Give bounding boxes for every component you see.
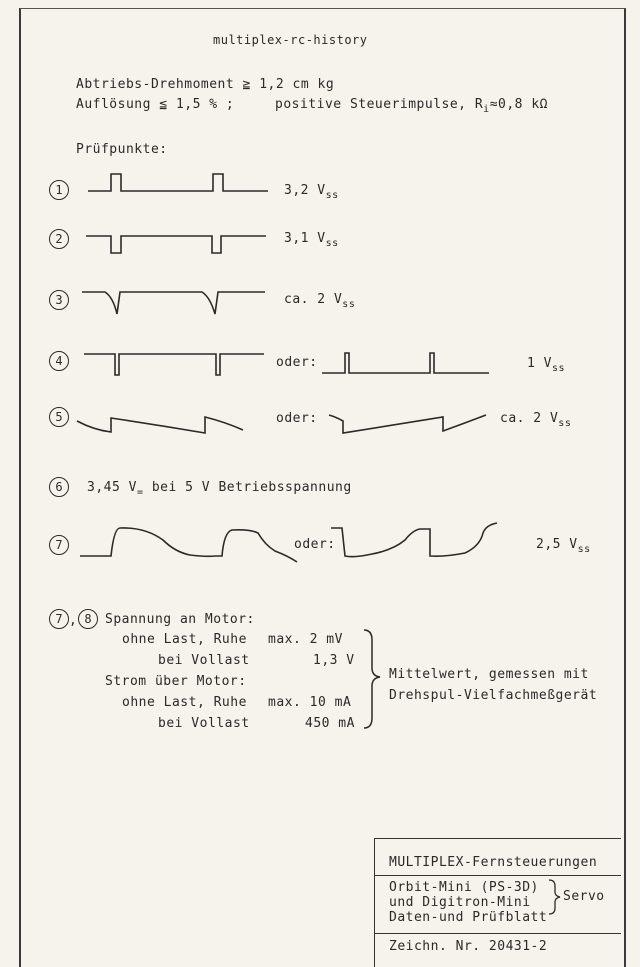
point-7-oder: oder: xyxy=(294,537,336,552)
point-6-value: 3,45 $V_=$ bei 5 V Betriebsspannung xyxy=(87,480,352,498)
motor-point-8: 8 xyxy=(78,609,98,629)
motor-row-4-value: 450 mA xyxy=(305,716,355,731)
point-7-number: 7 xyxy=(49,535,69,555)
point-2-number: 2 xyxy=(49,229,69,249)
point-3-value: ca. 2 $V_{ss}$ xyxy=(284,292,356,310)
point-4-number: 4 xyxy=(49,351,69,371)
resolution-label: Auflösung xyxy=(76,97,151,112)
motor-current-title: Strom über Motor: xyxy=(105,674,247,689)
torque-symbol: ≧ xyxy=(242,77,251,92)
title-line-3: Daten-und Prüfblatt xyxy=(389,910,548,925)
watermark-text: multiplex-rc-history xyxy=(213,33,368,47)
point-5-number: 5 xyxy=(49,407,69,427)
point-2-value: 3,1 $V_{ss}$ xyxy=(284,231,339,249)
motor-point-7: 7 xyxy=(49,609,69,629)
point-7-value: 2,5 $V_{ss}$ xyxy=(536,537,591,555)
title-company: MULTIPLEX-Fernsteuerungen xyxy=(389,855,598,870)
resolution-symbol: ≦ xyxy=(159,97,168,112)
motor-note-line-1: Mittelwert, gemessen mit xyxy=(389,667,589,682)
title-line-1: Orbit-Mini (PS-3D) xyxy=(389,880,539,895)
point-1-number: 1 xyxy=(49,180,69,200)
motor-row-2-label: bei Vollast xyxy=(158,653,250,668)
point-5-oder: oder: xyxy=(276,411,318,426)
resolution-value: 1,5 % ; xyxy=(175,97,235,112)
motor-note-line-2: Drehspul-Vielfachmeßgerät xyxy=(389,688,598,703)
ri-subscript: i xyxy=(483,104,490,115)
ri-label: R xyxy=(474,97,484,112)
title-servo: Servo xyxy=(563,889,605,904)
pruefpunkte-title: Prüfpunkte: xyxy=(76,142,168,157)
point-5-value: ca. 2 $V_{ss}$ xyxy=(500,411,572,429)
point-4-value: 1 $V_{ss}$ xyxy=(527,356,566,374)
torque-value: 1,2 cm kg xyxy=(259,77,335,92)
point-4-oder: oder: xyxy=(276,355,318,370)
title-line-2: und Digitron-Mini xyxy=(389,895,531,910)
motor-row-1-label: ohne Last, Ruhe xyxy=(122,632,247,647)
ri-value: ≈0,8 kΩ xyxy=(489,97,548,112)
torque-label: Abtriebs-Drehmoment xyxy=(76,77,235,92)
motor-row-4-label: bei Vollast xyxy=(158,716,250,731)
point-3-number: 3 xyxy=(49,290,69,310)
motor-row-3-label: ohne Last, Ruhe xyxy=(122,695,247,710)
motor-row-2-value: 1,3 V xyxy=(313,653,355,668)
motor-voltage-title: Spannung an Motor: xyxy=(105,612,255,627)
point-1-value: 3,2 $V_{ss}$ xyxy=(284,183,339,201)
motor-point-comma: , xyxy=(69,613,78,628)
motor-row-1-value: max. 2 mV xyxy=(268,632,343,647)
drawing-number: Zeichn. Nr. 20431-2 xyxy=(389,939,548,954)
motor-row-3-value: max. 10 mA xyxy=(268,695,352,710)
point-6-number: 6 xyxy=(49,477,69,497)
impulse-text: positive Steuerimpulse, xyxy=(275,97,467,112)
